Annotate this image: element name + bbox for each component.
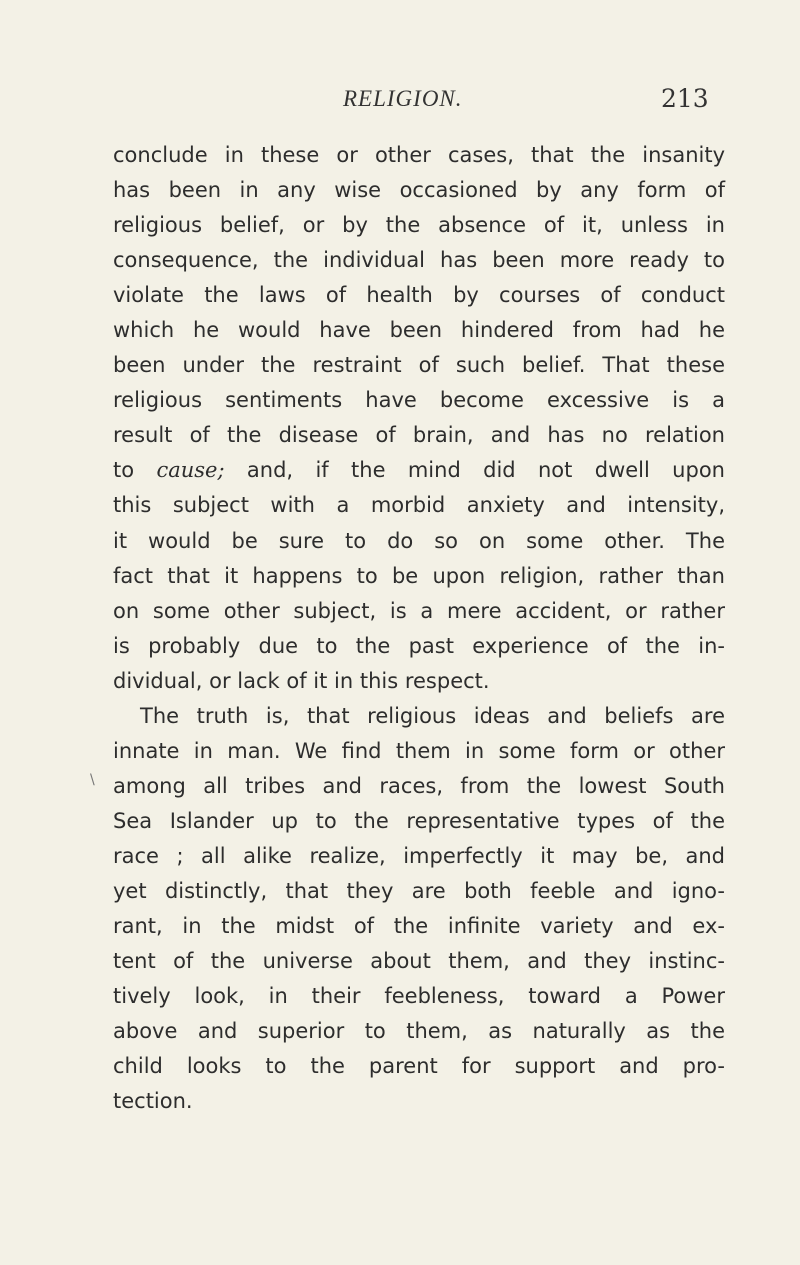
body-text bbox=[113, 138, 725, 1119]
running-title: RELIGION. bbox=[343, 86, 463, 111]
text-line: violate the laws of health by courses of conduct bbox=[113, 283, 725, 308]
text-line: been under the restraint of such belief. That these bbox=[113, 353, 725, 378]
page-number: 213 bbox=[661, 84, 709, 113]
text-line: rant, in the midst of the infinite variety and ex- bbox=[113, 914, 725, 939]
italic-word: cause; bbox=[156, 458, 225, 483]
text-line: above and superior to them, as naturally as the bbox=[113, 1019, 725, 1044]
text-segment: to bbox=[113, 458, 135, 483]
text-line: tent of the universe about them, and they instinc- bbox=[113, 949, 725, 974]
paragraph-end-line: dividual, or lack of it in this respect. bbox=[113, 668, 490, 693]
text-line: conclude in these or other cases, that the insanity bbox=[113, 143, 725, 167]
text-line: fact that it happens to be upon religion, rather than bbox=[113, 563, 725, 588]
paragraph-end-line: tection. bbox=[113, 1089, 193, 1114]
text-line: which he would have been hindered from had he bbox=[113, 318, 725, 343]
text-line: this subject with a morbid anxiety and intensity, bbox=[113, 493, 725, 518]
text-line: result of the disease of brain, and has no relation bbox=[113, 423, 725, 448]
text-line-with-italic bbox=[113, 453, 725, 488]
paragraph-start-line: The truth is, that religious ideas and beliefs are bbox=[140, 703, 725, 728]
text-segment: and, if the mind did not dwell upon bbox=[246, 458, 725, 483]
text-line: has been in any wise occasioned by any form of bbox=[113, 178, 725, 203]
text-line: child looks to the parent for support and pro- bbox=[113, 1054, 725, 1079]
text-line: among all tribes and races, from the lowest South bbox=[113, 773, 725, 798]
text-line: Sea Islander up to the representative types of the bbox=[113, 808, 725, 833]
stray-print-mark: \ bbox=[90, 772, 95, 788]
text-line: it would be sure to do so on some other. The bbox=[113, 528, 725, 553]
text-line: on some other subject, is a mere accident, or rather bbox=[113, 598, 725, 623]
text-line: is probably due to the past experience of the in- bbox=[113, 633, 725, 658]
text-line: religious sentiments have become excessive is a bbox=[113, 388, 725, 413]
text-line: innate in man. We find them in some form or other bbox=[113, 738, 725, 763]
running-head bbox=[0, 86, 800, 122]
text-line: yet distinctly, that they are both feeble and igno- bbox=[113, 878, 725, 903]
text-line: tively look, in their feebleness, toward a Power bbox=[113, 984, 725, 1009]
text-line: race ; all alike realize, imperfectly it may be, and bbox=[113, 843, 725, 868]
text-line: religious belief, or by the absence of it, unless in bbox=[113, 213, 725, 238]
text-line: consequence, the individual has been more ready to bbox=[113, 248, 725, 273]
